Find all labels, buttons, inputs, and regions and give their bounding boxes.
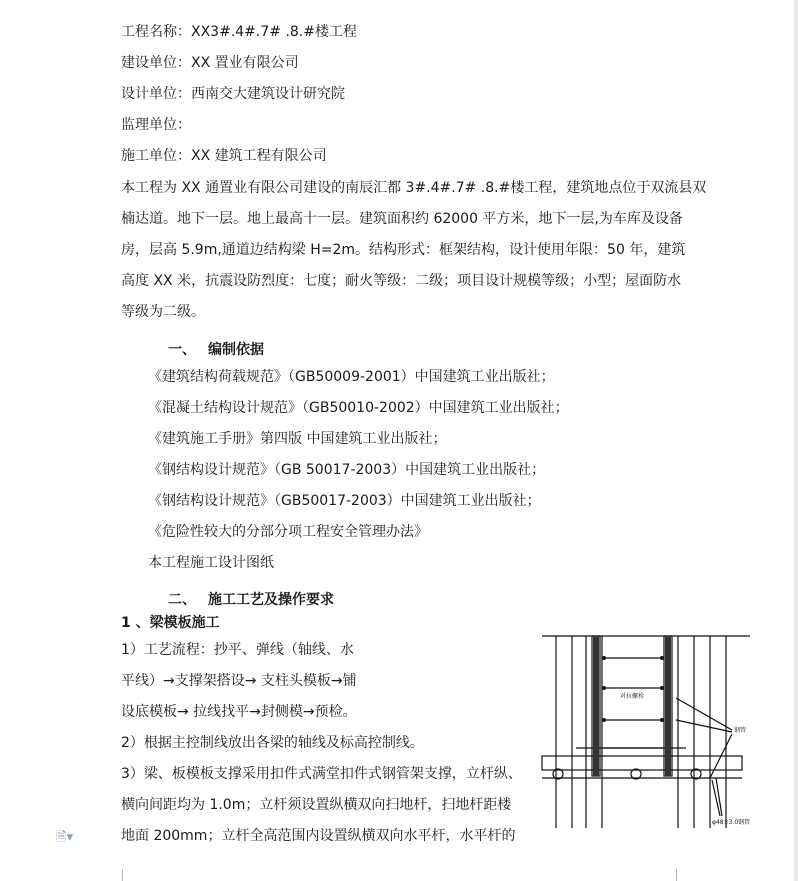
section-heading-1	[168, 340, 264, 360]
process-line-1: 1）工艺流程：抄平、弹线（轴线、水	[121, 642, 354, 658]
section-title: 编制依据	[208, 342, 264, 358]
page-corner-mark-left	[110, 869, 123, 881]
section-number: 二、	[168, 592, 196, 608]
contractor-line: 施工单位：XX 建筑工程有限公司	[121, 148, 327, 164]
reference-item: 《建筑结构荷载规范》（GB50009-2001）中国建筑工业出版社；	[148, 369, 555, 385]
overview-line-4: 高度 XX 米，抗震设防烈度：七度；耐火等级：二级；项目设计规模等级；小型；屋面防水	[121, 273, 682, 289]
process-line-2: 平线）→支撑架搭设→ 支柱头模板→铺	[121, 673, 357, 689]
section-number: 一、	[168, 342, 196, 358]
figure-label-c: φ48×3.0钢管	[712, 819, 751, 826]
document-options-icon[interactable]: 🗎▾	[56, 830, 73, 845]
project-name-line: 工程名称：XX3#.4#.7# .8.#楼工程	[121, 24, 357, 40]
beam-formwork-drawing	[536, 628, 756, 838]
overview-line-2: 楠达道。地下一层。地上最高十一层。建筑面积约 62000 平方米，地下一层,为车库及设备	[121, 211, 683, 227]
figure-label-a: 对拉螺栓	[620, 693, 645, 700]
reference-item: 《钢结构设计规范》（GB 50017-2003）中国建筑工业出版社；	[148, 462, 546, 478]
subsection-heading: 1 、梁模板施工	[121, 615, 220, 631]
reference-item: 本工程施工设计图纸	[148, 555, 274, 571]
process-line-7: 地面 200mm；立杆全高范围内设置纵横双向水平杆，水平杆的	[121, 828, 516, 844]
section-title: 施工工艺及操作要求	[208, 592, 334, 608]
supervisor-line: 监理单位：	[121, 117, 191, 133]
process-line-5: 3）梁、板模板支撑采用扣件式满堂扣件式钢管架支撑，立杆纵、	[121, 766, 522, 782]
overview-line-1: 本工程为 XX 通置业有限公司建设的南辰汇都 3#.4#.7# .8.#楼工程，建筑地点位于双流县双	[121, 180, 707, 196]
figure-label-b: 钢管	[734, 727, 747, 734]
developer-line: 建设单位：XX 置业有限公司	[121, 55, 299, 71]
reference-item: 《建筑施工手册》第四版 中国建筑工业出版社；	[148, 431, 447, 447]
process-line-4: 2）根据主控制线放出各梁的轴线及标高控制线。	[121, 735, 424, 751]
designer-line: 设计单位：西南交大建筑设计研究院	[121, 86, 345, 102]
reference-item: 《危险性较大的分部分项工程安全管理办法》	[148, 524, 428, 540]
process-line-6: 横向间距均为 1.0m；立杆须设置纵横双向扫地杆，扫地杆距楼	[121, 797, 512, 813]
overview-line-5: 等级为二级。	[121, 304, 205, 320]
section-heading-2	[168, 590, 334, 610]
reference-item: 《混凝土结构设计规范》（GB50010-2002）中国建筑工业出版社；	[148, 400, 569, 416]
page-edge	[794, 0, 798, 881]
process-line-3: 设底模板→ 拉线找平→封侧模→预检。	[121, 704, 357, 720]
overview-line-3: 房，层高 5.9m,通道边结构梁 H=2m。结构形式：框架结构，设计使用年限：50 年，建筑	[121, 242, 686, 258]
page-corner-mark-right	[676, 869, 689, 881]
reference-item: 《钢结构设计规范》（GB50017-2003）中国建筑工业出版社；	[148, 493, 541, 509]
